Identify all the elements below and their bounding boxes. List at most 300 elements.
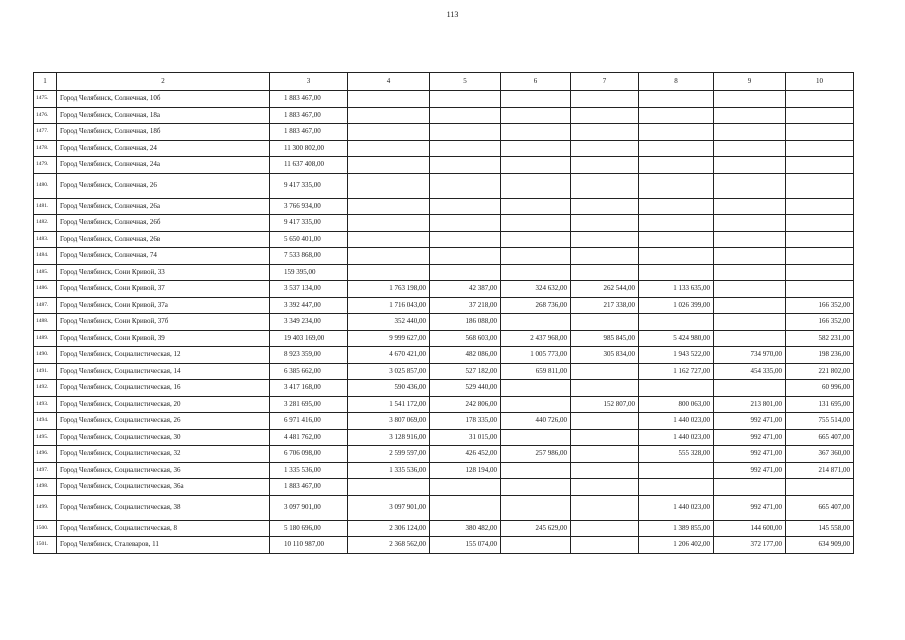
row-number-cell: 1477. bbox=[34, 124, 57, 141]
column-header: 5 bbox=[430, 73, 501, 91]
cost-cell bbox=[348, 157, 430, 174]
cost-cell: 1 943 522,00 bbox=[639, 347, 714, 364]
cost-cell: 454 335,00 bbox=[714, 363, 786, 380]
table-row bbox=[34, 248, 854, 265]
total-cost-cell: 11 300 802,00 bbox=[270, 140, 348, 157]
cost-cell bbox=[501, 396, 571, 413]
address-cell: Город Челябинск, Социалистическая, 8 bbox=[57, 520, 270, 537]
cost-cell bbox=[786, 281, 854, 298]
table-row bbox=[34, 107, 854, 124]
cost-cell bbox=[348, 215, 430, 232]
cost-cell: 1 162 727,00 bbox=[639, 363, 714, 380]
cost-cell bbox=[786, 91, 854, 108]
cost-cell bbox=[714, 157, 786, 174]
cost-cell: 582 231,00 bbox=[786, 330, 854, 347]
cost-cell bbox=[348, 173, 430, 198]
address-cell: Город Челябинск, Социалистическая, 32 bbox=[57, 446, 270, 463]
cost-cell bbox=[714, 173, 786, 198]
cost-cell: 426 452,00 bbox=[430, 446, 501, 463]
row-number-cell: 1489. bbox=[34, 330, 57, 347]
cost-cell bbox=[501, 124, 571, 141]
address-cell: Город Челябинск, Солнечная, 74 bbox=[57, 248, 270, 265]
cost-cell: 155 074,00 bbox=[430, 537, 501, 554]
table-row bbox=[34, 173, 854, 198]
table-row bbox=[34, 537, 854, 554]
total-cost-cell: 6 385 662,00 bbox=[270, 363, 348, 380]
cost-cell bbox=[714, 281, 786, 298]
cost-cell bbox=[571, 231, 639, 248]
cost-cell bbox=[639, 107, 714, 124]
cost-cell: 31 015,00 bbox=[430, 429, 501, 446]
cost-cell: 166 352,00 bbox=[786, 314, 854, 331]
cost-cell: 665 407,00 bbox=[786, 429, 854, 446]
cost-cell: 1 716 043,00 bbox=[348, 297, 430, 314]
row-number-cell: 1496. bbox=[34, 446, 57, 463]
row-number-cell: 1499. bbox=[34, 495, 57, 520]
cost-cell: 440 726,00 bbox=[501, 413, 571, 430]
cost-cell bbox=[501, 479, 571, 496]
cost-cell bbox=[786, 157, 854, 174]
total-cost-cell: 3 281 695,00 bbox=[270, 396, 348, 413]
cost-cell bbox=[348, 124, 430, 141]
table-row bbox=[34, 198, 854, 215]
cost-cell bbox=[571, 215, 639, 232]
table-row bbox=[34, 363, 854, 380]
cost-cell bbox=[786, 173, 854, 198]
cost-cell bbox=[786, 107, 854, 124]
table-row bbox=[34, 140, 854, 157]
table-row bbox=[34, 413, 854, 430]
cost-cell bbox=[786, 479, 854, 496]
cost-cell: 178 335,00 bbox=[430, 413, 501, 430]
cost-cell bbox=[714, 107, 786, 124]
address-cell: Город Челябинск, Социалистическая, 16 bbox=[57, 380, 270, 397]
cost-cell bbox=[639, 462, 714, 479]
registry-table bbox=[33, 72, 854, 554]
cost-cell bbox=[501, 198, 571, 215]
cost-cell bbox=[501, 537, 571, 554]
cost-cell bbox=[348, 231, 430, 248]
cost-cell bbox=[501, 462, 571, 479]
cost-cell bbox=[501, 231, 571, 248]
cost-cell: 755 514,00 bbox=[786, 413, 854, 430]
row-number-cell: 1485. bbox=[34, 264, 57, 281]
cost-cell bbox=[501, 314, 571, 331]
table-row bbox=[34, 124, 854, 141]
row-number-cell: 1493. bbox=[34, 396, 57, 413]
cost-cell bbox=[639, 314, 714, 331]
cost-cell: 734 970,00 bbox=[714, 347, 786, 364]
cost-cell: 166 352,00 bbox=[786, 297, 854, 314]
cost-cell: 214 871,00 bbox=[786, 462, 854, 479]
cost-cell: 152 807,00 bbox=[571, 396, 639, 413]
cost-cell bbox=[571, 462, 639, 479]
table-row bbox=[34, 429, 854, 446]
column-header: 9 bbox=[714, 73, 786, 91]
cost-cell bbox=[639, 140, 714, 157]
cost-cell bbox=[639, 124, 714, 141]
address-cell: Город Челябинск, Социалистическая, 36а bbox=[57, 479, 270, 496]
table-row bbox=[34, 91, 854, 108]
cost-cell: 268 736,00 bbox=[501, 297, 571, 314]
column-header: 8 bbox=[639, 73, 714, 91]
cost-cell: 1 763 198,00 bbox=[348, 281, 430, 298]
cost-cell bbox=[639, 479, 714, 496]
cost-cell bbox=[571, 314, 639, 331]
address-cell: Город Челябинск, Социалистическая, 12 bbox=[57, 347, 270, 364]
total-cost-cell: 1 335 536,00 bbox=[270, 462, 348, 479]
cost-cell: 1 541 172,00 bbox=[348, 396, 430, 413]
cost-cell bbox=[786, 264, 854, 281]
cost-cell: 9 999 627,00 bbox=[348, 330, 430, 347]
table-row bbox=[34, 264, 854, 281]
cost-cell bbox=[571, 363, 639, 380]
row-number-cell: 1482. bbox=[34, 215, 57, 232]
row-number-cell: 1486. bbox=[34, 281, 57, 298]
address-cell: Город Челябинск, Солнечная, 24а bbox=[57, 157, 270, 174]
cost-cell bbox=[786, 124, 854, 141]
cost-cell: 213 801,00 bbox=[714, 396, 786, 413]
table-row bbox=[34, 297, 854, 314]
address-cell: Город Челябинск, Социалистическая, 38 bbox=[57, 495, 270, 520]
cost-cell bbox=[501, 173, 571, 198]
cost-cell bbox=[714, 215, 786, 232]
cost-cell bbox=[501, 429, 571, 446]
cost-cell: 2 306 124,00 bbox=[348, 520, 430, 537]
cost-cell: 198 236,00 bbox=[786, 347, 854, 364]
cost-cell bbox=[348, 264, 430, 281]
cost-cell bbox=[430, 107, 501, 124]
table-row bbox=[34, 281, 854, 298]
address-cell: Город Челябинск, Солнечная, 10б bbox=[57, 91, 270, 108]
table-row bbox=[34, 330, 854, 347]
cost-cell bbox=[348, 140, 430, 157]
address-cell: Город Челябинск, Социалистическая, 20 bbox=[57, 396, 270, 413]
cost-cell: 555 328,00 bbox=[639, 446, 714, 463]
cost-cell bbox=[430, 479, 501, 496]
cost-cell bbox=[639, 380, 714, 397]
cost-cell bbox=[786, 140, 854, 157]
cost-cell bbox=[501, 107, 571, 124]
cost-cell: 2 437 968,00 bbox=[501, 330, 571, 347]
table-row bbox=[34, 215, 854, 232]
cost-cell: 380 482,00 bbox=[430, 520, 501, 537]
cost-cell: 372 177,00 bbox=[714, 537, 786, 554]
cost-cell: 1 335 536,00 bbox=[348, 462, 430, 479]
row-number-cell: 1491. bbox=[34, 363, 57, 380]
total-cost-cell: 3 766 934,00 bbox=[270, 198, 348, 215]
cost-cell: 245 629,00 bbox=[501, 520, 571, 537]
cost-cell: 221 802,00 bbox=[786, 363, 854, 380]
cost-cell bbox=[571, 495, 639, 520]
cost-cell bbox=[348, 198, 430, 215]
table-row bbox=[34, 396, 854, 413]
cost-cell bbox=[714, 231, 786, 248]
cost-cell: 305 834,00 bbox=[571, 347, 639, 364]
cost-cell bbox=[714, 479, 786, 496]
column-header: 7 bbox=[571, 73, 639, 91]
cost-cell bbox=[571, 264, 639, 281]
table-row bbox=[34, 231, 854, 248]
total-cost-cell: 6 971 416,00 bbox=[270, 413, 348, 430]
cost-cell bbox=[571, 429, 639, 446]
table-row bbox=[34, 462, 854, 479]
cost-cell: 3 097 901,00 bbox=[348, 495, 430, 520]
cost-cell bbox=[714, 140, 786, 157]
cost-cell: 529 440,00 bbox=[430, 380, 501, 397]
cost-cell: 257 986,00 bbox=[501, 446, 571, 463]
cost-cell bbox=[714, 248, 786, 265]
row-number-cell: 1484. bbox=[34, 248, 57, 265]
address-cell: Город Челябинск, Сони Кривой, 37 bbox=[57, 281, 270, 298]
row-number-cell: 1488. bbox=[34, 314, 57, 331]
column-header: 3 bbox=[270, 73, 348, 91]
cost-cell: 992 471,00 bbox=[714, 446, 786, 463]
cost-cell bbox=[571, 124, 639, 141]
cost-cell bbox=[639, 248, 714, 265]
cost-cell bbox=[639, 215, 714, 232]
total-cost-cell: 10 110 987,00 bbox=[270, 537, 348, 554]
total-cost-cell: 3 417 168,00 bbox=[270, 380, 348, 397]
address-cell: Город Челябинск, Социалистическая, 14 bbox=[57, 363, 270, 380]
cost-cell bbox=[714, 91, 786, 108]
total-cost-cell: 1 883 467,00 bbox=[270, 107, 348, 124]
cost-cell bbox=[501, 157, 571, 174]
cost-cell bbox=[571, 107, 639, 124]
row-number-cell: 1475. bbox=[34, 91, 57, 108]
cost-cell bbox=[571, 380, 639, 397]
cost-cell bbox=[430, 248, 501, 265]
cost-cell bbox=[639, 91, 714, 108]
table-row bbox=[34, 479, 854, 496]
cost-cell bbox=[639, 157, 714, 174]
address-cell: Город Челябинск, Социалистическая, 36 bbox=[57, 462, 270, 479]
cost-cell bbox=[430, 215, 501, 232]
cost-cell bbox=[501, 380, 571, 397]
row-number-cell: 1490. bbox=[34, 347, 57, 364]
table-row bbox=[34, 446, 854, 463]
total-cost-cell: 5 650 401,00 bbox=[270, 231, 348, 248]
cost-cell bbox=[501, 215, 571, 232]
cost-cell: 1 133 635,00 bbox=[639, 281, 714, 298]
cost-cell: 992 471,00 bbox=[714, 462, 786, 479]
cost-cell bbox=[571, 157, 639, 174]
cost-cell bbox=[571, 198, 639, 215]
column-header: 2 bbox=[57, 73, 270, 91]
cost-cell: 1 206 402,00 bbox=[639, 537, 714, 554]
cost-cell bbox=[348, 479, 430, 496]
cost-cell bbox=[571, 479, 639, 496]
row-number-cell: 1476. bbox=[34, 107, 57, 124]
cost-cell: 992 471,00 bbox=[714, 429, 786, 446]
total-cost-cell: 9 417 335,00 bbox=[270, 215, 348, 232]
cost-cell: 800 063,00 bbox=[639, 396, 714, 413]
cost-cell: 665 407,00 bbox=[786, 495, 854, 520]
cost-cell: 352 440,00 bbox=[348, 314, 430, 331]
row-number-cell: 1478. bbox=[34, 140, 57, 157]
cost-cell: 1 440 023,00 bbox=[639, 429, 714, 446]
cost-cell bbox=[786, 215, 854, 232]
cost-cell bbox=[501, 140, 571, 157]
row-number-cell: 1487. bbox=[34, 297, 57, 314]
cost-cell: 4 670 421,00 bbox=[348, 347, 430, 364]
cost-cell bbox=[571, 173, 639, 198]
cost-cell bbox=[430, 198, 501, 215]
cost-cell: 1 005 773,00 bbox=[501, 347, 571, 364]
cost-cell bbox=[430, 124, 501, 141]
address-cell: Город Челябинск, Сони Кривой, 37а bbox=[57, 297, 270, 314]
cost-cell: 145 558,00 bbox=[786, 520, 854, 537]
cost-cell: 217 338,00 bbox=[571, 297, 639, 314]
total-cost-cell: 3 349 234,00 bbox=[270, 314, 348, 331]
cost-cell: 144 600,00 bbox=[714, 520, 786, 537]
cost-cell bbox=[430, 231, 501, 248]
cost-cell bbox=[786, 198, 854, 215]
cost-cell bbox=[786, 248, 854, 265]
row-number-cell: 1481. bbox=[34, 198, 57, 215]
cost-cell: 262 544,00 bbox=[571, 281, 639, 298]
row-number-cell: 1483. bbox=[34, 231, 57, 248]
column-header: 4 bbox=[348, 73, 430, 91]
cost-cell: 634 909,00 bbox=[786, 537, 854, 554]
address-cell: Город Челябинск, Солнечная, 26в bbox=[57, 231, 270, 248]
total-cost-cell: 159 395,00 bbox=[270, 264, 348, 281]
cost-cell bbox=[430, 264, 501, 281]
cost-cell: 568 603,00 bbox=[430, 330, 501, 347]
cost-cell bbox=[430, 91, 501, 108]
table-row bbox=[34, 495, 854, 520]
total-cost-cell: 1 883 467,00 bbox=[270, 124, 348, 141]
row-number-cell: 1500. bbox=[34, 520, 57, 537]
cost-cell: 2 599 597,00 bbox=[348, 446, 430, 463]
total-cost-cell: 6 706 098,00 bbox=[270, 446, 348, 463]
cost-cell: 5 424 980,00 bbox=[639, 330, 714, 347]
address-cell: Город Челябинск, Сони Кривой, 33 bbox=[57, 264, 270, 281]
cost-cell: 3 025 857,00 bbox=[348, 363, 430, 380]
cost-cell bbox=[714, 264, 786, 281]
cost-cell: 3 807 069,00 bbox=[348, 413, 430, 430]
cost-cell: 37 218,00 bbox=[430, 297, 501, 314]
table-row bbox=[34, 314, 854, 331]
address-cell: Город Челябинск, Социалистическая, 26 bbox=[57, 413, 270, 430]
total-cost-cell: 19 403 169,00 bbox=[270, 330, 348, 347]
cost-cell bbox=[348, 91, 430, 108]
cost-cell: 186 088,00 bbox=[430, 314, 501, 331]
cost-cell: 482 086,00 bbox=[430, 347, 501, 364]
cost-cell: 1 440 023,00 bbox=[639, 413, 714, 430]
cost-cell bbox=[571, 446, 639, 463]
cost-cell bbox=[714, 198, 786, 215]
cost-cell bbox=[639, 173, 714, 198]
page-number: 113 bbox=[446, 10, 459, 19]
cost-cell bbox=[430, 173, 501, 198]
address-cell: Город Челябинск, Солнечная, 26б bbox=[57, 215, 270, 232]
cost-cell bbox=[501, 264, 571, 281]
column-header: 6 bbox=[501, 73, 571, 91]
cost-cell: 992 471,00 bbox=[714, 413, 786, 430]
cost-cell bbox=[714, 297, 786, 314]
cost-cell: 367 360,00 bbox=[786, 446, 854, 463]
cost-cell: 42 387,00 bbox=[430, 281, 501, 298]
cost-cell bbox=[786, 231, 854, 248]
address-cell: Город Челябинск, Солнечная, 24 bbox=[57, 140, 270, 157]
cost-cell: 527 182,00 bbox=[430, 363, 501, 380]
total-cost-cell: 3 537 134,00 bbox=[270, 281, 348, 298]
cost-cell bbox=[714, 314, 786, 331]
total-cost-cell: 11 637 408,00 bbox=[270, 157, 348, 174]
total-cost-cell: 3 392 447,00 bbox=[270, 297, 348, 314]
cost-cell: 985 845,00 bbox=[571, 330, 639, 347]
cost-cell: 659 811,00 bbox=[501, 363, 571, 380]
cost-cell bbox=[501, 248, 571, 265]
total-cost-cell: 5 180 696,00 bbox=[270, 520, 348, 537]
table-row bbox=[34, 347, 854, 364]
table-row bbox=[34, 157, 854, 174]
cost-cell bbox=[571, 537, 639, 554]
total-cost-cell: 7 533 868,00 bbox=[270, 248, 348, 265]
cost-cell: 60 996,00 bbox=[786, 380, 854, 397]
cost-cell: 3 128 916,00 bbox=[348, 429, 430, 446]
cost-cell: 992 471,00 bbox=[714, 495, 786, 520]
address-cell: Город Челябинск, Солнечная, 18а bbox=[57, 107, 270, 124]
header-row bbox=[34, 73, 854, 91]
cost-cell bbox=[639, 231, 714, 248]
cost-cell bbox=[571, 520, 639, 537]
total-cost-cell: 3 097 901,00 bbox=[270, 495, 348, 520]
row-number-cell: 1497. bbox=[34, 462, 57, 479]
cost-cell bbox=[639, 264, 714, 281]
total-cost-cell: 9 417 335,00 bbox=[270, 173, 348, 198]
cost-cell bbox=[501, 91, 571, 108]
cost-cell bbox=[430, 157, 501, 174]
total-cost-cell: 8 923 359,00 bbox=[270, 347, 348, 364]
cost-cell bbox=[430, 140, 501, 157]
total-cost-cell: 4 481 762,00 bbox=[270, 429, 348, 446]
cost-cell: 324 632,00 bbox=[501, 281, 571, 298]
row-number-cell: 1501. bbox=[34, 537, 57, 554]
cost-cell bbox=[571, 91, 639, 108]
cost-cell: 131 695,00 bbox=[786, 396, 854, 413]
cost-cell bbox=[714, 124, 786, 141]
table-row bbox=[34, 380, 854, 397]
cost-cell: 1 026 399,00 bbox=[639, 297, 714, 314]
cost-cell: 1 440 023,00 bbox=[639, 495, 714, 520]
row-number-cell: 1480. bbox=[34, 173, 57, 198]
cost-cell bbox=[430, 495, 501, 520]
address-cell: Город Челябинск, Сони Кривой, 39 bbox=[57, 330, 270, 347]
address-cell: Город Челябинск, Солнечная, 26 bbox=[57, 173, 270, 198]
cost-cell bbox=[348, 107, 430, 124]
total-cost-cell: 1 883 467,00 bbox=[270, 479, 348, 496]
cost-cell: 2 368 562,00 bbox=[348, 537, 430, 554]
total-cost-cell: 1 883 467,00 bbox=[270, 91, 348, 108]
cost-cell bbox=[348, 248, 430, 265]
cost-cell: 1 389 855,00 bbox=[639, 520, 714, 537]
address-cell: Город Челябинск, Солнечная, 26а bbox=[57, 198, 270, 215]
row-number-cell: 1495. bbox=[34, 429, 57, 446]
cost-cell: 590 436,00 bbox=[348, 380, 430, 397]
address-cell: Город Челябинск, Сталеваров, 11 bbox=[57, 537, 270, 554]
column-header: 1 bbox=[34, 73, 57, 91]
row-number-cell: 1492. bbox=[34, 380, 57, 397]
cost-cell bbox=[501, 495, 571, 520]
row-number-cell: 1494. bbox=[34, 413, 57, 430]
cost-cell bbox=[714, 380, 786, 397]
column-header: 10 bbox=[786, 73, 854, 91]
cost-cell bbox=[571, 140, 639, 157]
cost-cell bbox=[714, 330, 786, 347]
cost-cell: 128 194,00 bbox=[430, 462, 501, 479]
